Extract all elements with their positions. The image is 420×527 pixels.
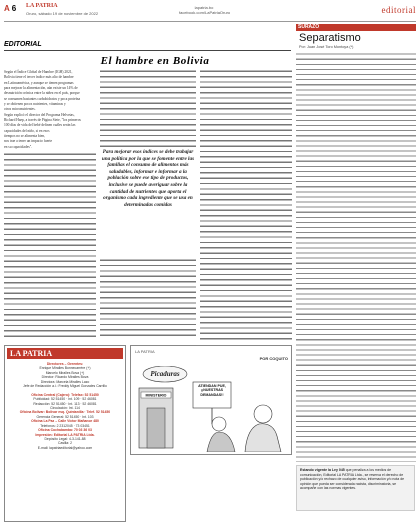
- editorial-lead-line: se consumen bastantes carbohidratos y poca proteína: [4, 96, 81, 101]
- staff-line: Jefe de Redacción a.i.: Freddy Miguel Gonzales Carrillo: [23, 384, 107, 389]
- staff-line: Oficina Bolivar: Bolivar esq. Quintanilla · Telef. 52 51450: [19, 410, 111, 415]
- page-header: [4, 3, 416, 22]
- svg-text:Picaduras: Picaduras: [150, 370, 180, 378]
- column-kicker: SURAZO: [296, 24, 416, 31]
- editorial-lead-text: [4, 69, 96, 151]
- editorial-lead-line: Según el Índice Global de Hambre (IGH) 2021,: [4, 70, 73, 74]
- staff-line: Telefonos: 2 2312045 · 73 03451: [40, 423, 90, 428]
- editorial-lead-line: y se obtienen pocos nutrientes, vitaminas y: [4, 102, 66, 107]
- staff-line: Circulación: Int. 114: [50, 406, 80, 411]
- column-title: Separatismo: [299, 32, 361, 44]
- staff-line: Impresión: Editorial LA PATRIA Ltda.: [35, 432, 95, 437]
- protest-sign-icon: ATIENDAN PUE, ¡¡NUESTRAS DEMANDAS!!: [193, 382, 231, 424]
- staff-line: Directora: Marcela Miralles Lazo: [40, 379, 90, 384]
- editorial-divider: [4, 50, 291, 51]
- editorial-lead-line: Según explicó el director del Programa Helvetas,: [4, 112, 75, 117]
- web-links: [179, 5, 229, 15]
- cartoon-brand-logo: [143, 366, 187, 382]
- legal-notice: [296, 465, 415, 511]
- editorial-lead-line: tiempos no se alimenta bien,: [4, 134, 46, 139]
- page-number: A 6: [4, 4, 17, 13]
- editorial-lead-line: Bolivia tiene el tercer índice más alto de hambre: [4, 75, 74, 80]
- paper-logo: LA PATRIA: [26, 3, 58, 9]
- legal-notice-lead: Estando vigente la Ley 045: [300, 468, 345, 472]
- staff-box-title: LA PATRIA: [7, 348, 123, 359]
- issue-date: Oruro, sábado 19 de noviembre de 2022: [26, 11, 99, 16]
- editorial-title: El hambre en Bolivia: [100, 55, 210, 67]
- editorial-lead-line: 100 días de vida del bebé definen cuáles serán las: [4, 123, 76, 128]
- protester-figure-icon: [207, 405, 281, 452]
- staff-line: Enrique Miralles Bonnecarrère (+): [39, 366, 91, 371]
- staff-line: E-mail: lapatriaeditorial@yahoo.com: [37, 445, 93, 450]
- cartoon-illustration: [135, 366, 289, 452]
- ministry-building-icon: [139, 388, 173, 448]
- staff-line: Marcelo Miralles Bova (+): [45, 370, 85, 375]
- staff-line: Director: Ricardo Miralles Bova: [41, 375, 89, 380]
- editorial-column-2-bottom-text: [100, 258, 196, 340]
- editorial-lead-line: Richard Haep, a través de Página Siete, "los primeros: [4, 118, 81, 123]
- editorial-pullquote: Para mejorar esos índices se debe trabajar una política por la que se fomente entre las familias el consumo de alimentos más saludables, informar e informar a la población sobre ese tipo de productos, inclusive se puede averiguar sobre la cantidad de nutrientes que aporta el organismo cada ingrediente que se usa en determinadas comidas: [101, 149, 195, 208]
- editorial-label: EDITORIAL: [4, 41, 42, 48]
- staff-line: Directores – Gerentes:: [46, 362, 84, 366]
- staff-line: Gerencia General: 52 51450 · Int. 103: [36, 414, 94, 419]
- staff-line: Publicidad: 52 51450 · Int. 109 · 52 46081: [33, 397, 97, 402]
- staff-line: Oficina La Paz – Calle Víctor Mañanoe 480: [31, 419, 99, 424]
- staff-line: Casilla: 2: [58, 441, 72, 446]
- staff-line: Depósito Legal: 4-3-141-88: [44, 436, 86, 441]
- cartoon-header: LA PATRIA: [135, 349, 155, 354]
- section-title: editorial: [381, 5, 416, 15]
- cartoon-credit: POR COQUITO: [259, 356, 288, 361]
- editorial-lead-line: en su capacidades".: [4, 144, 33, 149]
- column-byline: Por: Juan José Toro Montoya (*): [299, 45, 354, 49]
- editorial-lead-line: para mejorar la alimentación, aún existe un 14% de: [4, 86, 78, 91]
- editorial-lead-line: en Latinoamérica, y aunque se tienen programas: [4, 80, 74, 85]
- legal-notice-text: que penaliza a los medios de comunicación, Editorial LA PATRIA Ltda., se reserva el derecho de publicación y/o rechazo de cualquier aviso, información y/o nota de opinión que pueda ser considerada racista, discriminatoria, se acompañe con las normas vigentes.: [300, 468, 405, 491]
- editorial-lead-line: desnutrición crónica entre la niñez en el país, porque: [4, 91, 80, 96]
- editorial-column-2-top-text: [100, 69, 196, 147]
- staff-line: Redacción: 52 51450 · Int. 113 · 52 46081: [33, 401, 97, 406]
- cartoon-box: [130, 345, 292, 455]
- editorial-lead-line: nos trae a tener un impacto fuerte: [4, 139, 53, 144]
- website-link[interactable]: lapatria.bo: [194, 5, 214, 10]
- editorial-lead-line: capacidades del niño, si en esos: [4, 128, 50, 133]
- facebook-link[interactable]: facebook.com/LaPatriaOruro: [179, 10, 231, 15]
- column-body-text: [296, 52, 416, 462]
- editorial-column-1-text: [4, 152, 96, 340]
- editorial-lead-line: otros micronutrientes.: [4, 107, 36, 112]
- staff-box: [4, 345, 126, 522]
- staff-list: [7, 362, 123, 450]
- editorial-column-3-text: [200, 69, 292, 340]
- staff-line: Oficina Cochabamba: 70 03 36 03: [38, 428, 92, 433]
- svg-text:MINISTERIO: MINISTERIO: [145, 393, 167, 398]
- staff-line: Oficina Central (Cajero): Telefax: 52 51450: [31, 392, 99, 397]
